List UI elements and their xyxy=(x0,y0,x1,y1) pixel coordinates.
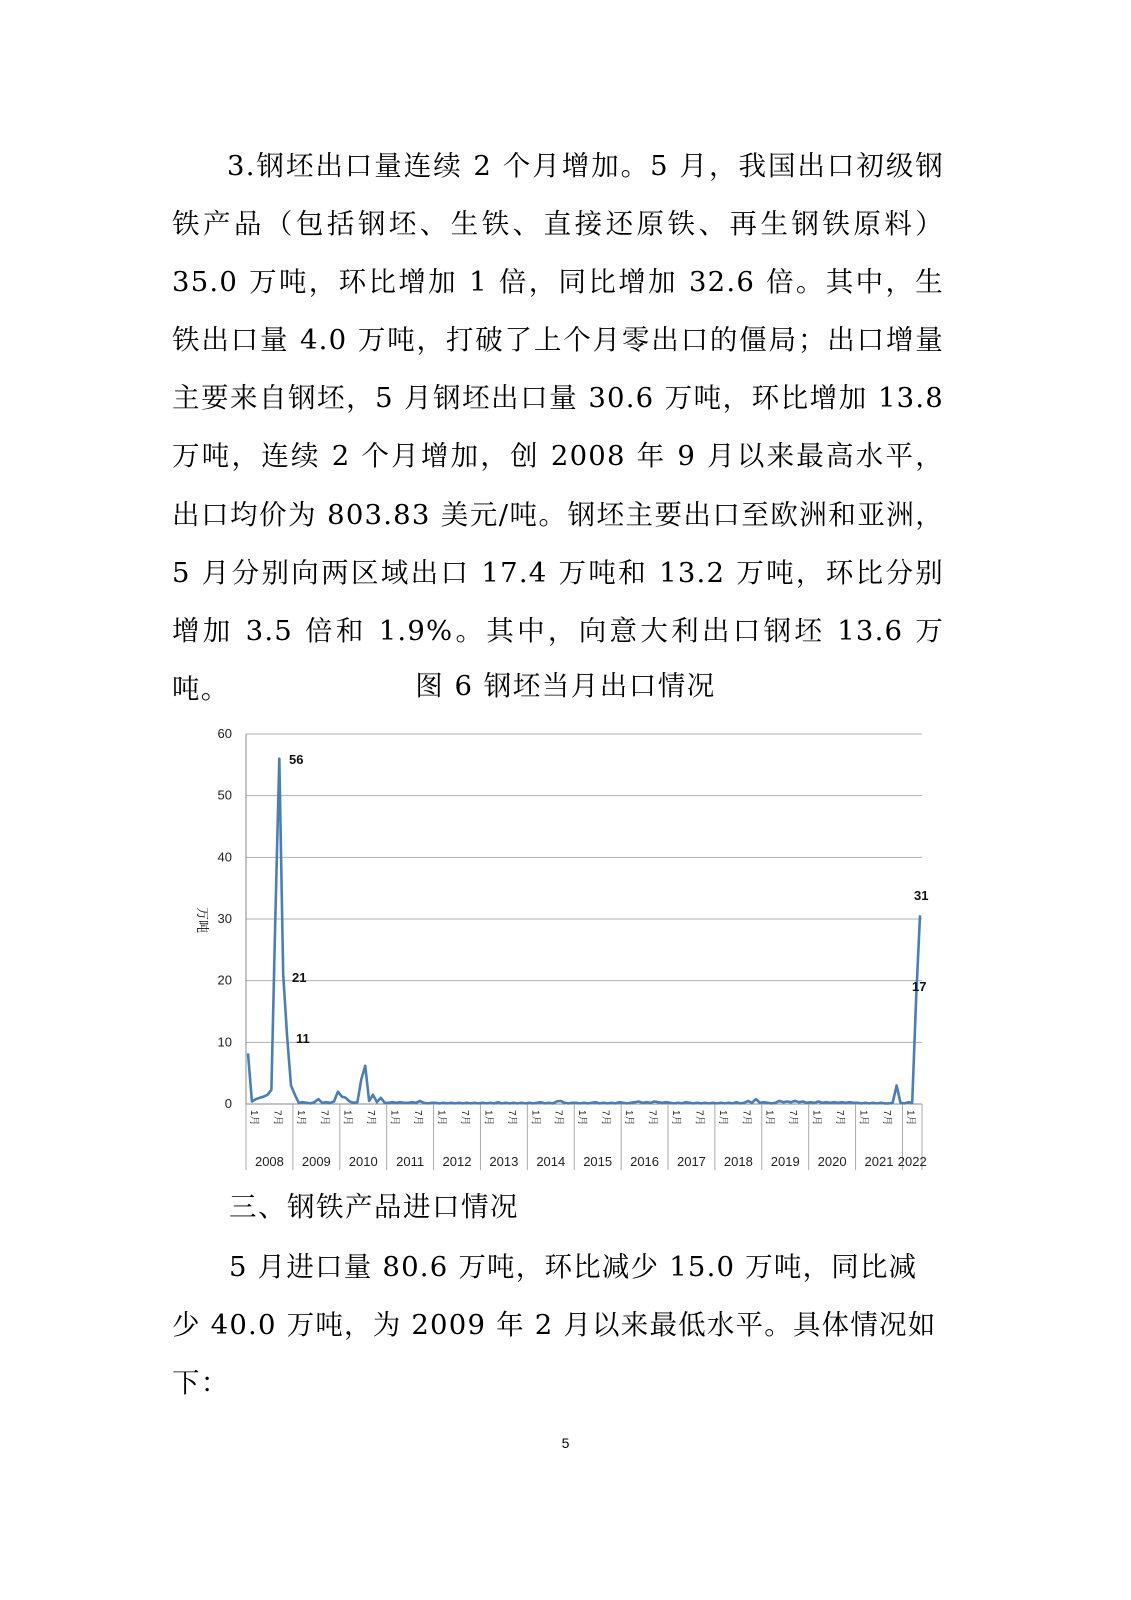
x-month-label: 1月 xyxy=(482,1110,494,1126)
x-year-label: 2012 xyxy=(442,1154,472,1169)
x-year-label: 2014 xyxy=(536,1154,566,1169)
x-month-label: 7月 xyxy=(834,1110,846,1126)
y-axis-label: 万吨 xyxy=(195,906,210,934)
y-tick-label: 50 xyxy=(217,787,232,803)
x-year-label: 2010 xyxy=(348,1154,378,1169)
x-month-label: 7月 xyxy=(740,1110,752,1126)
data-label: 21 xyxy=(292,970,307,985)
paragraph-billet-exports: 3.钢坯出口量连续 2 个月增加。5 月，我国出口初级钢铁产品（包括钢坯、生铁、直接还原铁、再生钢铁原料）35.0 万吨，环比增加 1 倍，同比增加 32.6 倍。其中，生铁出口量 4.0 万吨，打破了上个月零出口的僵局；出口增量主要来自钢坯，5 月钢坯出口量 30.6 万吨，环比增加 13.8 万吨，连续 2 个月增加，创 2008 年 9 月以来最高水平，出口均价为 803.83 美元/吨。钢坯主要出口至欧洲和亚洲，5 月分别向两区域出口 17.4 万吨和 13.2 万吨，环比分别增加 3.5 倍和 1.9%。其中，向意大利出口钢坯 13.6 万吨。 xyxy=(172,150,944,705)
x-month-label: 1月 xyxy=(669,1110,681,1126)
paragraph-import-summary: 5 月进口量 80.6 万吨，环比减少 15.0 万吨，同比减少 40.0 万吨，为 2009 年 2 月以来最低水平。具体情况如下： xyxy=(172,1251,937,1400)
x-year-label: 2009 xyxy=(301,1154,331,1169)
x-month-label: 1月 xyxy=(623,1110,635,1126)
x-month-label: 7月 xyxy=(505,1110,517,1126)
x-month-label: 7月 xyxy=(318,1110,330,1126)
x-month-label: 1月 xyxy=(904,1110,916,1126)
x-year-label: 2015 xyxy=(583,1154,613,1169)
x-year-label: 2017 xyxy=(676,1154,706,1169)
figure-caption: 图 6 钢坯当月出口情况 xyxy=(415,670,716,702)
section-heading-imports: 三、钢铁产品进口情况 xyxy=(229,1191,519,1223)
x-month-label: 7月 xyxy=(458,1110,470,1126)
x-year-label: 2022 xyxy=(897,1154,927,1169)
data-label: 17 xyxy=(912,979,927,994)
x-year-label: 2020 xyxy=(817,1154,847,1169)
x-month-label: 1月 xyxy=(576,1110,588,1126)
x-month-label: 1月 xyxy=(341,1110,353,1126)
series-line xyxy=(248,759,920,1104)
x-year-label: 2021 xyxy=(864,1154,894,1169)
x-year-label: 2019 xyxy=(770,1154,800,1169)
x-year-label: 2016 xyxy=(630,1154,660,1169)
data-label: 56 xyxy=(289,752,304,767)
x-month-label: 7月 xyxy=(271,1110,283,1126)
x-month-label: 7月 xyxy=(693,1110,705,1126)
x-month-label: 7月 xyxy=(880,1110,892,1126)
chart-x-labels xyxy=(246,1104,927,1170)
y-tick-label: 20 xyxy=(217,972,232,988)
x-month-label: 7月 xyxy=(552,1110,564,1126)
x-year-label: 2011 xyxy=(396,1154,425,1169)
x-month-label: 1月 xyxy=(435,1110,447,1126)
x-year-label: 2013 xyxy=(489,1154,519,1169)
y-tick-label: 0 xyxy=(224,1096,232,1111)
x-month-label: 7月 xyxy=(787,1110,799,1126)
x-month-label: 1月 xyxy=(716,1110,728,1126)
data-label: 31 xyxy=(914,888,929,903)
x-month-label: 7月 xyxy=(599,1110,611,1126)
chart-y-ticks xyxy=(218,726,232,1111)
y-tick-label: 10 xyxy=(217,1034,232,1050)
chart-series xyxy=(248,759,920,1104)
x-month-label: 1月 xyxy=(857,1110,869,1126)
x-month-label: 1月 xyxy=(388,1110,400,1126)
chart-gridlines xyxy=(246,734,922,1104)
x-month-label: 7月 xyxy=(365,1110,377,1126)
x-year-label: 2008 xyxy=(254,1154,284,1169)
y-tick-label: 60 xyxy=(217,726,232,741)
y-tick-label: 40 xyxy=(217,849,232,865)
x-month-label: 7月 xyxy=(646,1110,658,1126)
x-month-label: 1月 xyxy=(763,1110,775,1126)
x-month-label: 1月 xyxy=(294,1110,306,1126)
y-tick-label: 30 xyxy=(217,911,232,926)
x-month-label: 1月 xyxy=(247,1110,259,1126)
x-year-label: 2018 xyxy=(723,1154,753,1169)
x-month-label: 1月 xyxy=(529,1110,541,1126)
x-month-label: 1月 xyxy=(810,1110,822,1126)
x-month-label: 7月 xyxy=(412,1110,424,1126)
data-label: 11 xyxy=(296,1031,310,1046)
page-number: 5 xyxy=(561,1435,570,1451)
